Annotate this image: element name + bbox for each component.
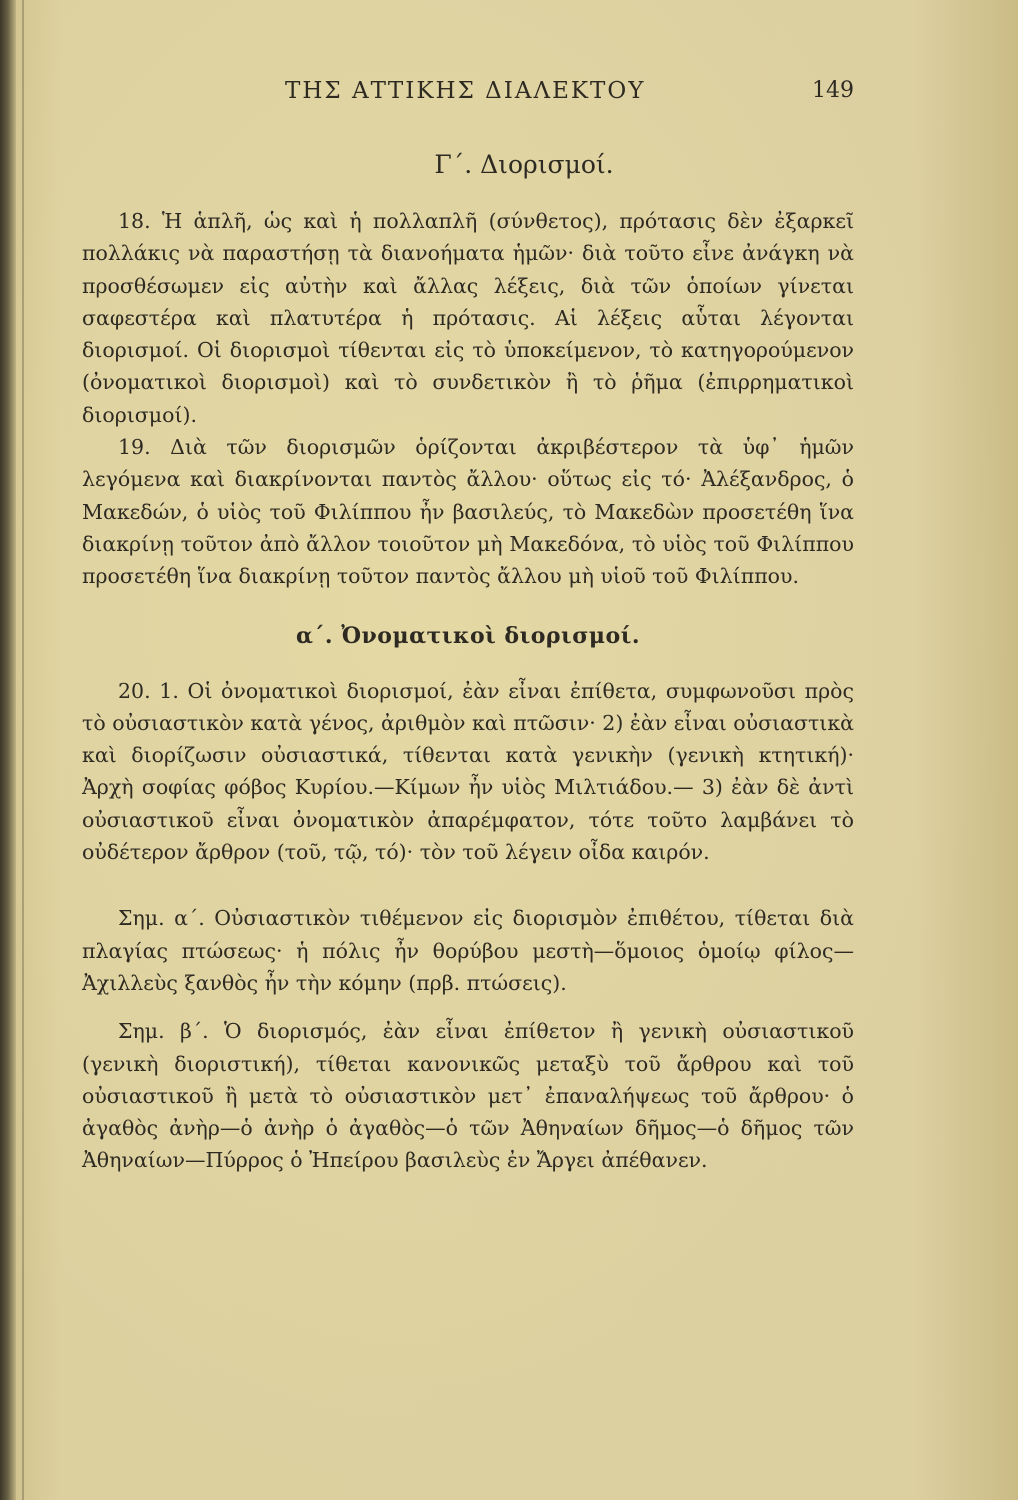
page-number: 149 bbox=[812, 78, 854, 103]
page-header bbox=[0, 78, 1018, 114]
section-title: Γ΄. Διορισμοί. bbox=[434, 150, 614, 179]
paragraph-18: 18. Ἡ ἁπλῆ, ὡς καὶ ἡ πολλαπλῆ (σύνθετος), πρότασις δὲν ἐξαρκεῖ πολλάκις νὰ παραστήσῃ τὰ διανοήματα ἡμῶν· διὰ τοῦτο εἶνε ἀνάγκη νὰ προσθέσωμεν εἰς αὐτὴν καὶ ἄλλας λέξεις, διὰ τῶν ὁποίων γίνεται σαφεστέρα καὶ πλατυτέρα ἡ πρότασις. Αἱ λέξεις αὗται λέγονται διορισμοί. Οἱ διορισμοὶ τίθενται εἰς τὸ ὑποκείμενον, τὸ κατηγορούμενον (ὀνοματικοὶ διορισμοὶ) καὶ τὸ συνδετικὸν ἢ τὸ ῥῆμα (ἐπιρρηματικοὶ διορισμοί). bbox=[82, 209, 854, 427]
running-head: ΤΗΣ ΑΤΤΙΚΗΣ ΔΙΑΛΕΚΤΟΥ bbox=[285, 78, 646, 104]
note-beta: Σημ. β΄. Ὁ διορισμός, ἐὰν εἶναι ἐπίθετον ἢ γενικὴ οὐσιαστικοῦ (γενικὴ διοριστική), τίθεται κανονικῶς μεταξὺ τοῦ ἄρθρου καὶ τοῦ οὐσιαστικοῦ ἢ μετὰ τὸ οὐσιαστικὸν μετ᾽ ἐπαναλήψεως τοῦ ἄρθρου· ὁ ἀγαθὸς ἀνὴρ—ὁ ἀνὴρ ὁ ἀγαθὸς—ὁ τῶν Ἀθηναίων δῆμος—ὁ δῆμος τῶν Ἀθηναίων—Πύρρος ὁ Ἠπείρου βασιλεὺς ἐν Ἄργει ἀπέθανεν. bbox=[82, 1019, 854, 1173]
page-body bbox=[82, 205, 854, 1177]
paragraph-20: 20. 1. Οἱ ὀνοματικοὶ διορισμοί, ἐὰν εἶναι ἐπίθετα, συμφωνοῦσι πρὸς τὸ οὐσιαστικὸν κατὰ γένος, ἀριθμὸν καὶ πτῶσιν· 2) ἐὰν εἶναι οὐσιαστικὰ καὶ διορίζωσιν οὐσιαστικά, τίθενται κατὰ γενικὴν (γενικὴ κτητική)· Ἀρχὴ σοφίας φόβος Κυρίου.—Κίμων ἦν υἱὸς Μιλτιάδου.— 3) ἐὰν δὲ ἀντὶ οὐσιαστικοῦ εἶναι ὀνοματικὸν ἀπαρέμφατον, τότε τοῦτο λαμβάνει τὸ οὐδέτερον ἄρθρον (τοῦ, τῷ, τό)· τὸν τοῦ λέγειν οἶδα καιρόν. bbox=[82, 678, 854, 865]
binding-edge bbox=[0, 0, 16, 1500]
binding-shadow bbox=[22, 0, 24, 1500]
note-alpha: Σημ. α΄. Οὐσιαστικὸν τιθέμενον εἰς διορισμὸν ἐπιθέτου, τίθεται διὰ πλαγίας πτώσεως· ἡ πόλις ἦν θορύβου μεστὴ—ὅμοιος ὁμοίῳ φίλος—Ἀχιλλεὺς ξανθὸς ἦν τὴν κόμην (πρβ. πτώσεις). bbox=[82, 906, 854, 995]
subsection-heading: α΄. Ὀνοματικοὶ διορισμοί. bbox=[295, 622, 640, 649]
paragraph-19: 19. Διὰ τῶν διορισμῶν ὁρίζονται ἀκριβέστερον τὰ ὑφ᾽ ἡμῶν λεγόμενα καὶ διακρίνονται παντὸς ἄλλου· οὕτως εἰς τό· Ἀλέξανδρος, ὁ Μακεδών, ὁ υἱὸς τοῦ Φιλίππου ἦν βασιλεύς, τὸ Μακεδὼν προσετέθη ἵνα διακρίνῃ τοῦτον ἀπὸ ἄλλον τοιοῦτον μὴ Μακεδόνα, τὸ υἱὸς τοῦ Φιλίππου προσετέθη ἵνα διακρίνῃ τοῦτον παντὸς ἄλλου μὴ υἱοῦ τοῦ Φιλίππου. bbox=[82, 435, 854, 589]
